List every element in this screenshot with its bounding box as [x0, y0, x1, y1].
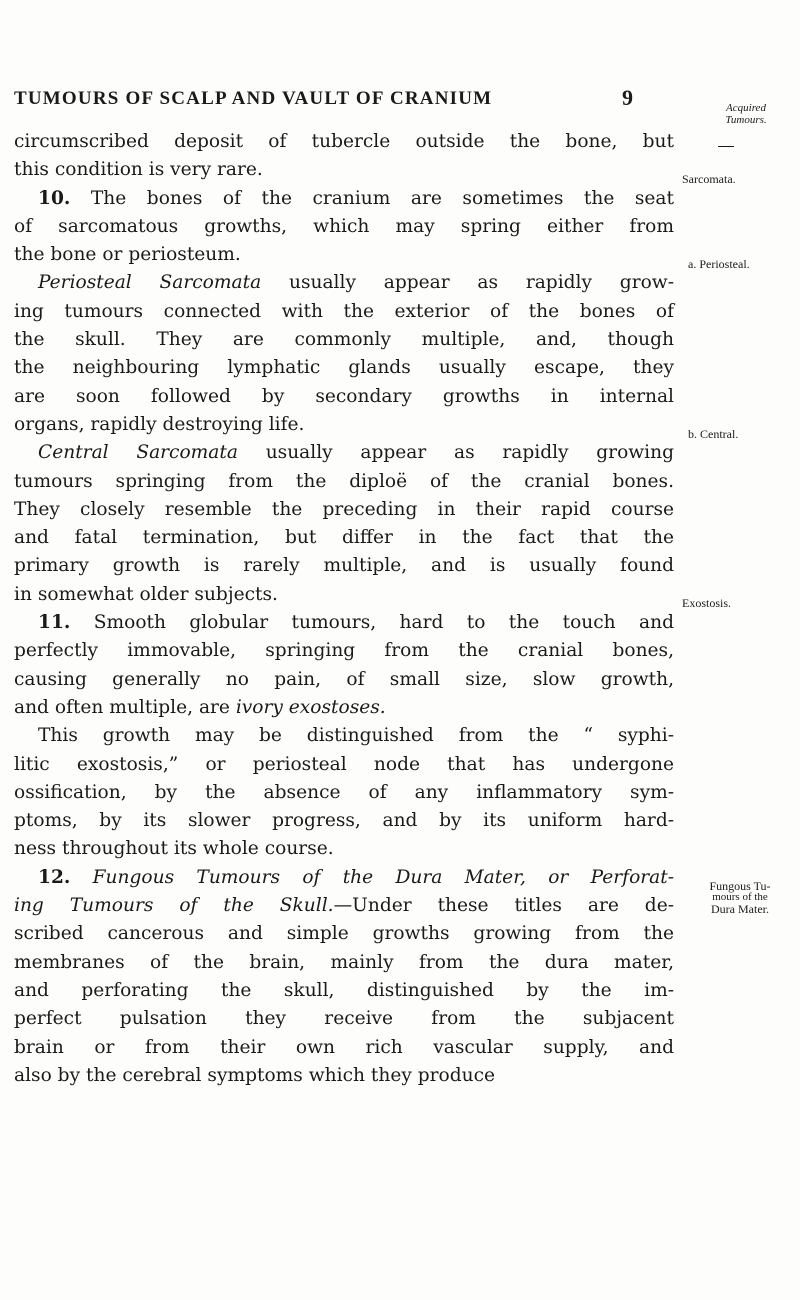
text-line: litic exostosis,” or periosteal node that has undergone — [14, 753, 674, 775]
italic-term: ivory exostoses. — [235, 696, 386, 718]
text-line: the neighbouring lymphatic glands usually escape, they — [14, 357, 674, 379]
margin-note-line: mours of the — [712, 891, 768, 903]
text-line: ness throughout its whole course. — [14, 838, 334, 860]
side-heading-line: Tumours. — [725, 114, 767, 126]
text-line: the skull. They are commonly multiple, and, though — [14, 329, 674, 351]
running-head: TUMOURS OF SCALP AND VAULT OF CRANIUM — [14, 88, 493, 109]
margin-note-periosteal: a. Periosteal. — [688, 257, 750, 271]
text-line: ptoms, by its slower progress, and by its uniform hard- — [14, 810, 674, 832]
text-line: this condition is very rare. — [14, 159, 263, 181]
text-line: They closely resemble the preceding in their rapid course — [14, 498, 674, 520]
text-span: —Under these titles are de- — [333, 895, 674, 917]
side-heading — [696, 102, 796, 126]
italic-heading: ing Tumours of the Skull. — [14, 895, 334, 917]
margin-note-central: b. Central. — [688, 427, 739, 441]
body-text — [14, 128, 674, 1090]
text-line: and fatal termination, but differ in the fact that the — [14, 527, 674, 549]
text-line — [14, 269, 674, 297]
text-line: the bone or periosteum. — [14, 244, 241, 266]
text-line: perfectly immovable, springing from the cranial bones, — [14, 640, 674, 662]
section-number: 12. — [38, 866, 71, 888]
text-line: ing tumours connected with the exterior of the bones of — [14, 300, 674, 322]
text-span: The bones of the cranium are sometimes the seat — [90, 187, 674, 209]
text-span: and often multiple, are — [14, 696, 230, 718]
page-header — [0, 85, 800, 128]
margin-note-line: Fungous Tu- — [709, 879, 771, 893]
page-number: 9 — [622, 85, 633, 110]
text-line: are soon followed by secondary growths in internal — [14, 385, 674, 407]
text-span: usually appear as rapidly grow- — [288, 272, 674, 294]
text-line: perfect pulsation they receive from the subjacent — [14, 1008, 674, 1030]
text-line — [14, 864, 674, 892]
text-line: causing generally no pain, of small size, slow growth, — [14, 668, 674, 690]
margin-note-line: Dura Mater. — [711, 902, 769, 916]
text-line: ossification, by the absence of any inflammatory sym- — [14, 781, 674, 803]
text-line — [14, 439, 674, 467]
italic-heading: Periosteal Sarcomata — [38, 272, 262, 294]
text-line: This growth may be distinguished from the “ syphi- — [38, 725, 674, 747]
text-line: tumours springing from the diploë of the cranial bones. — [14, 470, 674, 492]
text-span: usually appear as rapidly growing — [265, 442, 675, 464]
text-line: of sarcomatous growths, which may spring either from — [14, 215, 674, 237]
text-line — [14, 609, 674, 637]
text-line: and perforating the skull, distinguished by the im- — [14, 979, 674, 1001]
text-line: membranes of the brain, mainly from the dura mater, — [14, 951, 674, 973]
text-line: brain or from their own rich vascular supply, and — [14, 1036, 674, 1058]
text-line — [14, 185, 674, 213]
text-line: circumscribed deposit of tubercle outside the bone, but — [14, 131, 674, 152]
italic-heading: Fungous Tumours of the Dura Mater, or Perforat- — [92, 866, 674, 888]
italic-heading: Central Sarcomata — [38, 442, 238, 464]
margin-dash — [718, 146, 734, 147]
text-line — [14, 694, 674, 722]
margin-note-sarcomata: Sarcomata. — [682, 172, 736, 186]
section-number: 11. — [38, 612, 71, 634]
text-line: also by the cerebral symptoms which they produce — [14, 1064, 496, 1086]
side-heading-line: Acquired — [726, 102, 766, 114]
text-line: organs, rapidly destroying life. — [14, 413, 305, 435]
margin-note-fungous — [682, 880, 798, 915]
text-line — [14, 892, 674, 920]
section-number: 10. — [38, 187, 71, 209]
text-line: in somewhat older subjects. — [14, 583, 278, 605]
text-span: Smooth globular tumours, hard to the touch and — [93, 612, 674, 634]
text-line: primary growth is rarely multiple, and is usually found — [14, 555, 674, 577]
text-line: scribed cancerous and simple growths growing from the — [14, 923, 674, 945]
margin-note-exostosis: Exostosis. — [682, 596, 732, 610]
